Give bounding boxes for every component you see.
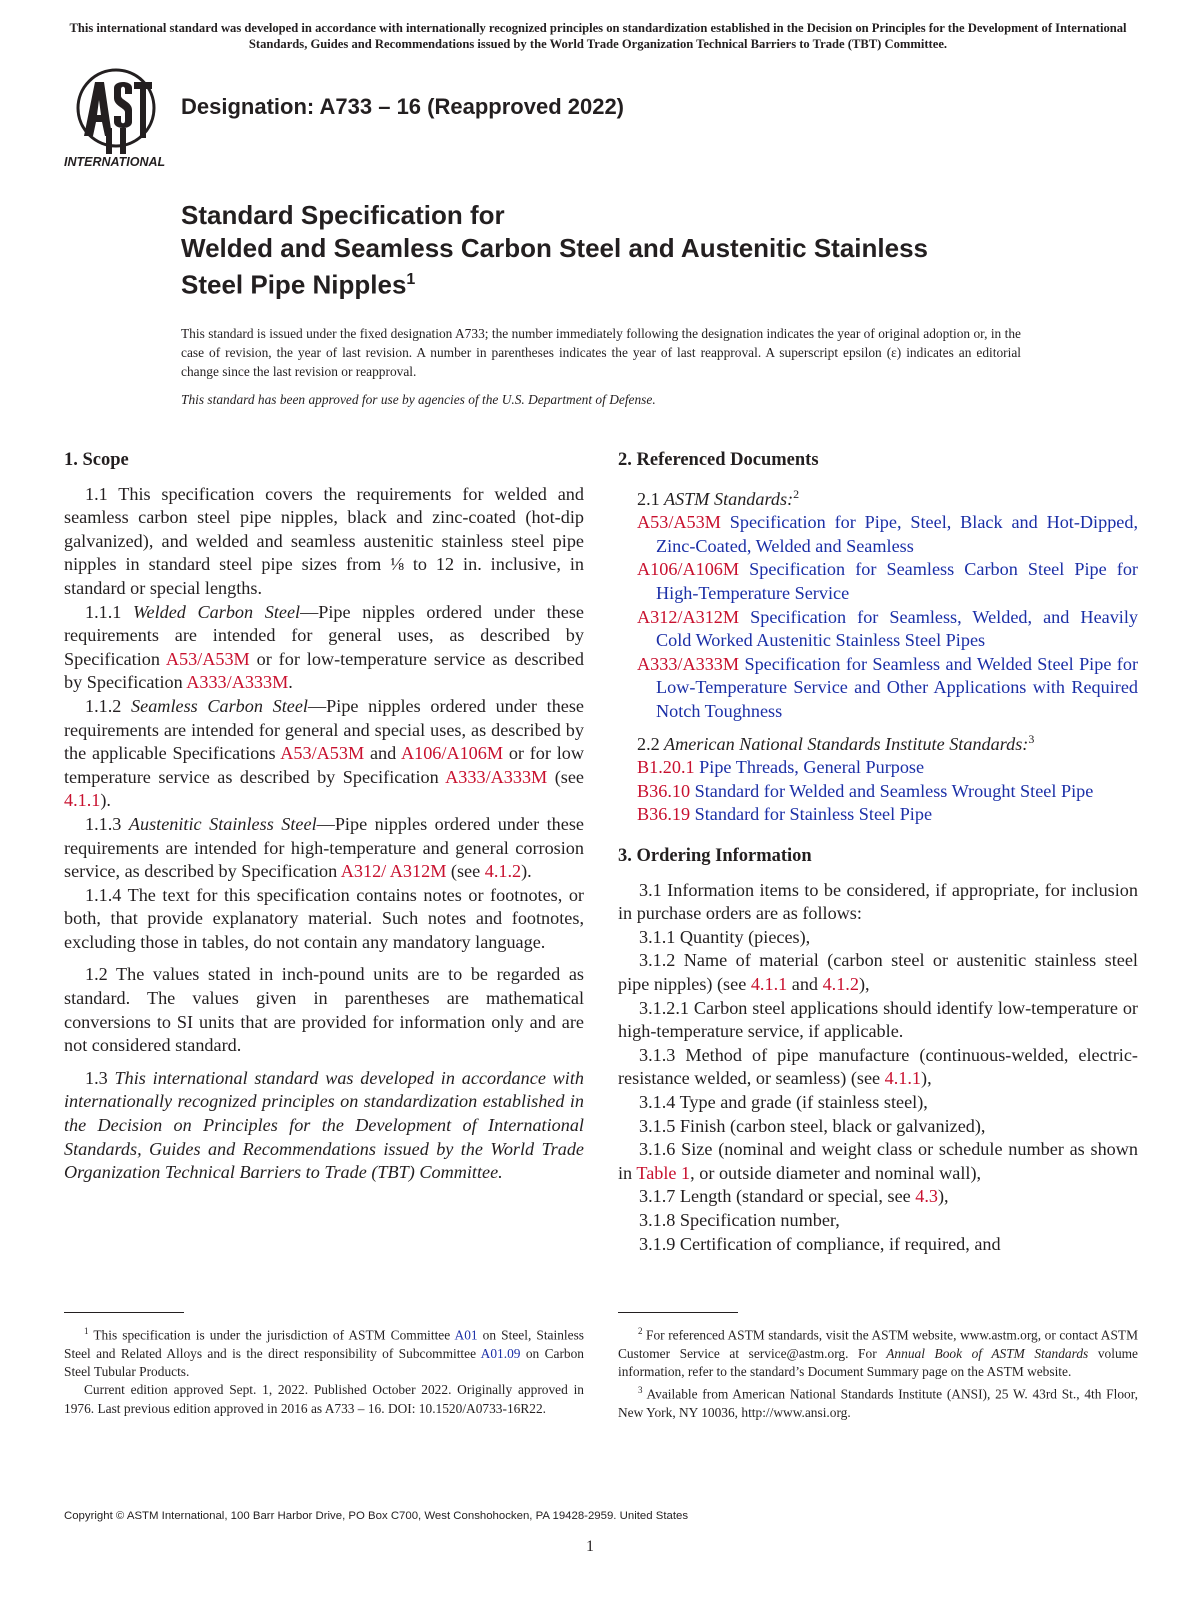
link-a53[interactable]: A53/A53M [280,743,365,764]
link-committee-a01[interactable]: A01 [454,1327,478,1343]
link-section-4-1-2[interactable]: 4.1.2 [484,861,522,882]
link-section-4-3[interactable]: 4.3 [915,1186,938,1207]
ref-item-b1-20-1[interactable]: B1.20.1 Pipe Threads, General Purpose [637,757,925,778]
ref-item-b36-19[interactable]: B36.19 Standard for Stainless Steel Pipe [637,804,933,825]
para-3-1-8: 3.1.8 Specification number, [639,1209,840,1230]
ref-item-a312[interactable]: A312/A312M Specification for Seamless, Welded, and Heavily Cold Worked Austenitic Stainless Steel Pipes [637,606,1139,651]
para-1-1-3: 1.1.3 Austenitic Stainless Steel—Pipe nipples ordered under these requirements are intended for high-temperature and general corrosion service, as described by Specification A312/ A312M (see 4.1.2). [64,813,584,882]
link-a53[interactable]: A53/A53M [165,648,250,669]
footnotes-left [64,1322,584,1418]
link-a312[interactable]: A312/ A312M [340,861,447,882]
left-column [64,449,584,1185]
para-1-1-1: 1.1.1 Welded Carbon Steel—Pipe nipples ordered under these requirements are intended for general uses, as described by Specification A53/A53M or for low-temperature service as described by Specification A333/A333M. [64,601,585,693]
para-3-1-2: 3.1.2 Name of material (carbon steel or austenitic stainless steel pipe nipples) (see 4.1.1 and 4.1.2), [618,950,1138,994]
title-line-1: Standard Specification for [181,200,505,230]
para-3-1-7: 3.1.7 Length (standard or special, see 4.3), [639,1186,949,1207]
dod-approval-note: This standard has been approved for use by agencies of the U.S. Department of Defense. [181,392,656,407]
para-3-1-2-1: 3.1.2.1 Carbon steel applications should identify low-temperature or high-temperature service, if applicable. [618,997,1138,1042]
link-table-1[interactable]: Table 1 [636,1162,691,1183]
para-1-3: 1.3 This international standard was developed in accordance with internationally recognized principles on standardization established in the Decision on Principles for the Development of International Standards, Guides and Recommendations issued by the World Trade Organization Technical Barriers to Trade (TBT) Committee. [64,1067,585,1183]
link-section-4-1-1[interactable]: 4.1.1 [64,790,101,811]
title-line-2: Welded and Seamless Carbon Steel and Austenitic Stainless [181,232,929,263]
para-3-1-1: 3.1.1 Quantity (pieces), [639,926,811,947]
footnote-2: $^2$ For referenced ASTM standards, visit the ASTM website, www.astm.org, or contact ASTM Customer Service at service@astm.org. For Annual Book of ASTM Standards volume information, refer to the standard’s Document Summary page on the ASTM website. [618,1326,1138,1380]
ref-item-a53[interactable]: A53/A53M Specification for Pipe, Steel, Black and Hot-Dipped, Zinc-Coated, Welded and Seamless [637,512,1138,556]
link-subcommittee-a01-09[interactable]: A01.09 [480,1345,521,1361]
designation: Designation: A733 – 16 (Reapproved 2022) [181,94,625,119]
link-section-4-1-2[interactable]: 4.1.2 [822,974,859,994]
para-3-1: 3.1 Information items to be considered, if appropriate, for inclusion in purchase orders are as follows: [618,879,1138,924]
astm-logo [62,66,170,170]
link-section-4-1-1[interactable]: 4.1.1 [884,1068,922,1089]
logo-text: INTERNATIONAL [64,155,166,169]
ansi-standards-subheading: 2.2 American National Standards Institute Standards:$^3$ [637,731,1035,754]
title-line-3 [181,264,928,301]
ref-item-b36-10[interactable]: B36.10 Standard for Welded and Seamless Wrought Steel Pipe [637,780,1094,801]
section-heading-scope: 1. Scope [64,450,129,470]
ref-item-a106[interactable]: A106/A106M Specification for Seamless Carbon Steel Pipe for High-Temperature Service [637,559,1138,604]
link-a333[interactable]: A333/A333M [445,766,548,787]
title-line-3-text: Steel Pipe Nipples [181,269,407,300]
section-heading-ordering: 3. Ordering Information [618,846,812,867]
ref-item-a333[interactable]: A333/A333M Specification for Seamless and Welded Steel Pipe for Low-Temperature Service and Other Applications with Required Notch Toughness [637,653,1138,721]
para-1-1: 1.1 This specification covers the requirements for welded and seamless carbon steel pipe nipples, black and zinc-coated (hot-dip galvanized), and welded and seamless austenitic stainless steel pipe nipples in standard steel pipe sizes from ⅛ to 12 in. inclusive, in standard or special lengths. [64,483,584,598]
footnote-divider-right [618,1312,738,1313]
section-heading-referenced-documents: 2. Referenced Documents [618,450,819,470]
footnote-3: $^3$ Available from American National Standards Institute (ANSI), 25 W. 43rd St., 4th Floor, New York, NY 10036, http://www.ansi.org. [618,1385,1138,1421]
para-3-1-4: 3.1.4 Type and grade (if stainless steel), [639,1091,928,1112]
footnote-1-edition: Current edition approved Sept. 1, 2022. Published October 2022. Originally approved in 1976. Last previous edition approved in 2016 as A733 – 16. DOI: 10.1520/A0733-16R22. [64,1382,584,1416]
para-1-1-2: 1.1.2 Seamless Carbon Steel—Pipe nipples ordered under these requirements are intended for general and special uses, as described by the applicable Specifications A53/A53M and A106/A106M or for low temperature service as described by Specification A333/A333M (see 4.1.1). [64,695,585,811]
title-footnote-ref: 1 [406,271,416,288]
page-number: 1 [586,1538,594,1555]
para-3-1-6: 3.1.6 Size (nominal and weight class or schedule number as shown in Table 1, or outside diameter and nominal wall), [618,1139,1138,1183]
footnote-1: $^1$ This specification is under the jurisdiction of ASTM Committee A01 on Steel, Stainless Steel and Related Alloys and is the direct responsibility of Subcommittee A01.09 on Carbon Steel Tubular Products. [64,1326,584,1380]
link-section-4-1-1[interactable]: 4.1.1 [750,974,788,994]
document-title [181,199,928,301]
link-a106[interactable]: A106/A106M [400,743,504,764]
issuance-note: This standard is issued under the fixed designation A733; the number immediately following the designation indicates the year of original adoption or, in the case of revision, the year of last revision. A number in parentheses indicates the year of last reapproval. A superscript epsilon (ε) indicates an editorial change since the last revision or reapproval. [181,326,1021,379]
para-1-1-4: 1.1.4 The text for this specification contains notes or footnotes, or both, that provide explanatory material. Such notes and footnotes, excluding those in tables, do not contain any mandatory language. [64,884,584,952]
para-1-2: 1.2 The values stated in inch-pound units are to be regarded as standard. The values given in parentheses are mathematical conversions to SI units that are provided for information only and are not considered standard. [64,964,584,1056]
para-3-1-3: 3.1.3 Method of pipe manufacture (continuous-welded, electric-resistance welded, or seamless) (see 4.1.1), [618,1044,1138,1089]
wto-notice: This international standard was developed in accordance with internationally recognized principles on standardization established in the Decision on Principles for the Development of International Standards, Guides and Recommendations issued by the World Trade Organization Technical Barriers to Trade (TBT) Committee. [69,21,1127,51]
right-column [618,449,1138,1256]
footnotes-right [618,1322,1138,1422]
para-3-1-9: 3.1.9 Certification of compliance, if required, and [639,1233,1001,1254]
footnote-divider-left [64,1312,184,1313]
para-3-1-5: 3.1.5 Finish (carbon steel, black or galvanized), [639,1115,986,1136]
copyright-notice: Copyright © ASTM International, 100 Barr Harbor Drive, PO Box C700, West Conshohocken, PA 19428-2959. United States [64,1510,689,1522]
astm-standards-subheading: 2.1 ASTM Standards:$^2$ [637,486,800,509]
link-a333[interactable]: A333/A333M [186,672,289,693]
